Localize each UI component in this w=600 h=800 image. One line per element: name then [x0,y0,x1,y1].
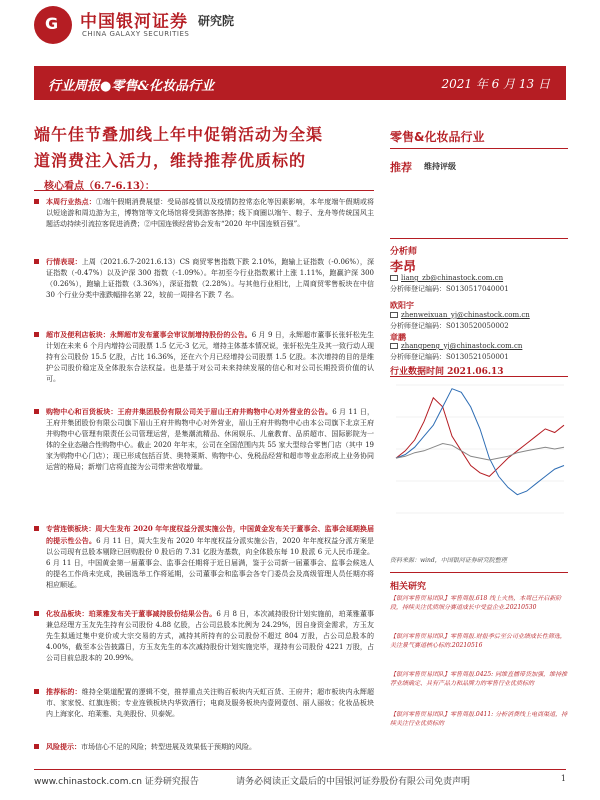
bullet-icon [34,689,39,694]
divider [34,190,374,191]
related-research-list [390,590,570,750]
chart-heading: 行业数据时间 2021.06.13 [390,367,504,377]
chart-series-line [396,444,564,461]
galaxy-logo-icon: G [34,6,72,44]
report-type: 行业周报●零售&化妆品行业 [48,79,215,94]
analyst-email[interactable]: zhangpeng_yj@chinastock.com.cn [401,342,523,350]
mail-icon [390,312,398,318]
divider [390,148,568,149]
rating-sub: 维持评级 [424,161,456,171]
analyst-name: 章鹏 [390,333,406,342]
bullet-icon [34,409,39,414]
footer-website[interactable]: www.chinastock.com.cn 证券研究报告 [34,777,199,787]
analyst-name: 李昂 [390,260,417,275]
related-item[interactable]: 【银河零售贸易团队】零售周报.0425: 同维直播带货加强，维持推荐业绩确定、具有产品力和品牌力的零售行业优质标的 [390,671,568,687]
analyst-email[interactable]: liang_zb@chinastock.com.cn [401,274,504,282]
bullet-icon [34,611,39,616]
chart-source: 资料来源：wind，中国银河证券研究院整理 [390,557,507,564]
report-title-line1: 端午佳节叠加线上年中促销活动为全渠 [34,125,324,144]
analyst-cert-line: 分析师登记编码：S0130520050002 [390,322,509,330]
paragraph-market: 行情表现：上周（2021.6.7-2021.6.13）CS 商贸零售指数下跌 2.10%，跑输上证指数（-0.06%），深证指数（-0.47%）以及沪深 300 指数（-1.09%）。年初至今行业指数累计上涨 1.11%，跑赢沪深 300（0.26%），跑输上证指数（3.36%），深证指数（2.28%）。与其他行业相比，上周商贸零售板块在中信 30 个行业分类中涨跌幅排名第 22，较前一周排名下跌 7 名。 [34,256,374,301]
company-name-cn: 中国银河证券 [80,12,188,32]
related-heading: 相关研究 [390,582,427,592]
paragraph-risk: 风险提示：市场信心不足的风险；转型进展及效果低于预期的风险。 [34,741,374,753]
footer-disclaimer: 请务必阅读正文最后的中国银河证券股份有限公司免责声明 [236,777,471,787]
chart-series-line [396,389,564,495]
paragraph-department-store: 购物中心和百货板块：王府井集团股份有限公司关于眉山王府井购物中心对外营业的公告。6 月 11 日，王府井集团股份有限公司旗下眉山王府井购物中心对外营业，眉山王府井购物中心由本公司旗下北京王府井购物中心管理有限责任公司管理运营，是集潮流精品、休闲娱乐、儿童教育、品质超市、国际影院为一体的全业态融合性购物中心。截止 2020 年年末，公司在全国范围内共 55 家大型综合零售门店（其中 19 家为购物中心门店）；现已形成包括百货、奥特莱斯、购物中心、免税品经营和超市等业态形成上业务协同运营的格局；新增门店将直接为公司带来营收增量。 [34,406,374,473]
bullet-icon [34,199,39,204]
report-title-line2: 道消费注入活力，维持推荐优质标的 [34,151,307,170]
page-number: 1 [560,774,566,783]
paragraph-supermarket: 超市及便利店板块：永辉超市发布董事会审议制增持股份的公告。6 月 9 日，永辉超市董事长张轩松先生计划在未来 6 个月内增持公司股票 1.5 亿元-3 亿元，增持主体基本情况说，张轩松先生及其一致行动人现持有公司股份 15.5 亿股，占比 16.36%，还在六个月已经增持公司股票 1.5 亿股。本次增持的目的是维护公司股价稳定及全体股东合法权益。也是基于对公司未来持续发展的信心和对公司长期投资价值的认可。 [34,329,374,385]
industry-name: 零售&化妆品行业 [390,130,485,144]
divider [390,572,568,573]
paragraph-chain-store: 专营连锁板块：周大生发布 2020 年年度权益分派实施公告，中国黄金发布关于董事会、监事会延期换届的提示性公告。6 月 11 日，周大生发布 2020 年年度权益分派实施公告，2020 年年度权益分派方案是以公司现有总股本剔除已回购股份 0 股后的 7.31 亿股为基数，向全体股东每 10 股派 6 元人民币现金。6 月 11 日，中国黄金第一届董事会、监事会任期将于近日届满，鉴于公司新一届董事会、监事会候选人的提名工作尚未完成，换届选举工作将延期，公司董事会和监事会各专门委员会及高级管理人员任期亦将相应顺延。 [34,523,374,591]
analyst-cert-line: 分析师登记编码：S0130521050001 [390,353,509,361]
analyst-name: 欧阳宇 [390,301,414,310]
divider [390,238,568,239]
paragraph-cosmetics: 化妆品板块：珀莱雅发布关于董事减持股份结果公告。6 月 8 日，本次减持股份计划实施前，珀莱雅董事兼总经理方玉友先生持有公司股份 4.88 亿股，占公司总股本比例为 24.29%，因自身资金需求，方玉友先生拟通过集中竞价或大宗交易的方式，减持其所持有的公司股份不超过 804 万股，占公司总股本的 4.00%，截至本公告披露日，方玉友先生的本次减持股份计划实施完毕，现持有公司股份 4221 万股，占公司目前总股本的 20.99%。 [34,608,374,664]
mail-icon [390,343,398,349]
chart-canvas [390,377,568,523]
chart-series-line [396,398,564,477]
rating: 推荐 [390,161,412,174]
mail-icon [390,275,398,281]
footer-divider [34,769,566,770]
sidebar [390,104,570,664]
report-banner [34,66,566,100]
bullet-icon [34,332,39,337]
bullet-icon [34,526,39,531]
paragraph-recommendation: 推荐标的：维持全渠道配置的逻辑不变，推荐重点关注购百板块内天虹百货、王府井；超市板块内永辉超市、家家悦、红旗连锁；专业连锁板块内华致酒行；电商及服务板块内壹网壹创、丽人丽妆；化妆品板块内上海家化、珀莱雅、丸美股份、贝泰妮。 [34,686,374,720]
related-item[interactable]: 【银河零售贸易团队】零售周报.618 线上火热，本周已开启新阶段，持续关注优质细分赛道成长中受益企业.20210530 [390,595,562,611]
bullet-icon [34,259,39,264]
analyst-email-line [390,274,503,282]
institute-label: 研究院 [198,14,235,28]
analyst-cert-line: 分析师登记编码：S0130517040001 [390,285,509,293]
analyst-email[interactable]: zhenweixuan_yj@chinastock.com.cn [401,311,530,319]
company-name-en: CHINA GALAXY SECURITIES [82,30,190,38]
report-date: 2021 年 6 月 13 日 [441,77,550,91]
analyst-email-line [390,342,522,350]
industry-chart [390,376,568,522]
analyst-heading: 分析师 [390,247,418,257]
bullet-icon [34,744,39,749]
paragraph-hotspots: 本周行业热点：①端午假期消费展望：受局部疫情以及疫情防控常态化等因素影响，本年度端午假期或将以短途游和周边游为主，博物馆等文化场馆将受到游客热捧；线下商圈以端午、粽子、龙舟等传统国风主题活动持续引流拉客促进消费；②中国连锁经营协会发布“2020 年中国连锁百强”。 [34,196,374,230]
core-points-heading: 核心看点（6.7-6.13）： [44,181,155,192]
analyst-email-line [390,311,530,319]
report-header [0,0,600,62]
related-item[interactable]: 【银河零售贸易团队】零售周报.0411: 分析消费线上电商渠道，持续关注行业优质标的 [390,711,568,727]
related-item[interactable]: 【银河零售贸易团队】零售周报.财报季后至公司业绩成长性筛选，关注景气赛道核心标的.20210516 [390,633,566,649]
